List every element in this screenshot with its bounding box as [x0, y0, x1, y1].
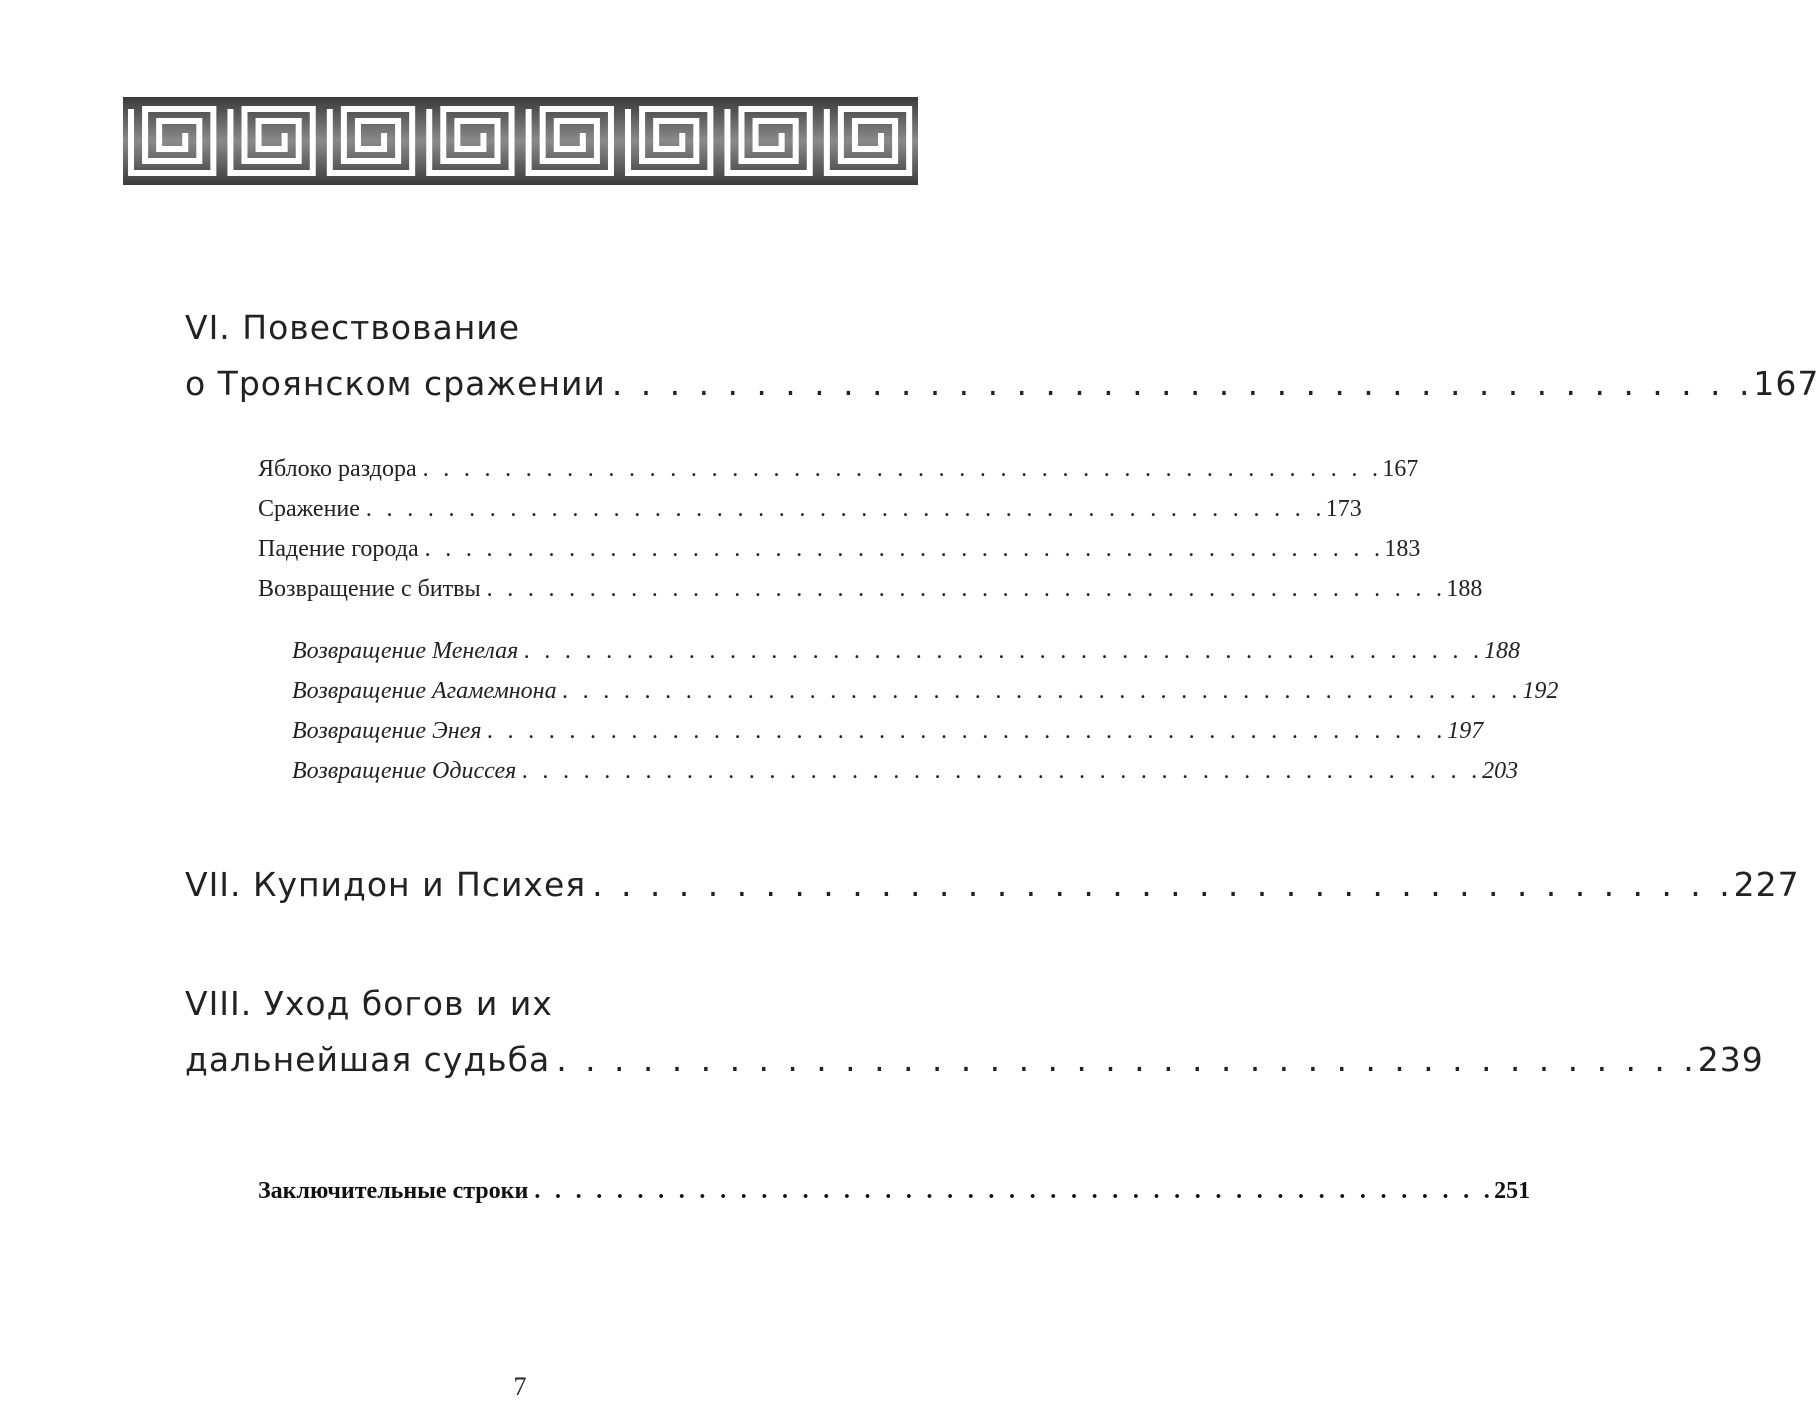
toc-entry-section[interactable] [258, 576, 1483, 603]
leader-dots: . . . . . . . . . . . . . . . . . . . . . . . . . . . . . . . . . . . . . . . . . . . . . . . [562, 678, 1523, 704]
leader-dots: . . . . . . . . . . . . . . . . . . . . . . . . . . . . . . . . . . . . . . . . . . . . . . . [424, 536, 1385, 562]
toc-entry-chapter-8[interactable] [185, 1040, 1764, 1079]
section-page: 183 [1384, 536, 1421, 562]
leader-dots: . . . . . . . . . . . . . . . . . . . . . . . . . . . . . . . . . . . . . . . . . . . . . . . [487, 718, 1448, 744]
toc-entry-chapter-7[interactable] [185, 865, 1800, 904]
chapter-8-page: 239 [1697, 1040, 1764, 1079]
subsection-label: Возвращение Агамемнона [292, 678, 557, 704]
subsection-page: 197 [1447, 718, 1484, 744]
section-label: Падение города [258, 536, 419, 562]
leader-dots: . . . . . . . . . . . . . . . . . . . . . . . . . . . . . . . . . . . . . . . . . . . . . . . [422, 456, 1383, 482]
chapter-7-title: VII. Купидон и Психея [185, 865, 587, 904]
chapter-8-title-line1: VIII. Уход богов и их [185, 984, 553, 1023]
greek-key-border [123, 97, 918, 185]
toc-entry-section[interactable] [258, 496, 1362, 523]
subsection-page: 192 [1522, 678, 1559, 704]
section-label: Возвращение с битвы [258, 576, 481, 602]
section-page: 167 [1382, 456, 1419, 482]
section-page: 188 [1446, 576, 1483, 602]
chapter-6-page: 167 [1753, 364, 1819, 403]
toc-entry-section[interactable] [258, 456, 1419, 483]
leader-dots: . . . . . . . . . . . . . . . . . . . . . . . . . . . . . . . . . . . . . . . . . . . . . . . [522, 758, 1483, 784]
subsection-label: Возвращение Одиссея [292, 758, 517, 784]
closing-label: Заключительные строки [258, 1178, 529, 1204]
leader-dots: . . . . . . . . . . . . . . . . . . . . . . . . . . . . . . . . . . . . . . . . . . . . . . . [534, 1178, 1495, 1204]
subsection-label: Возвращение Энея [292, 718, 482, 744]
toc-entry-subsection[interactable] [292, 678, 1559, 705]
leader-dots: . . . . . . . . . . . . . . . . . . . . . . . . . . . . . . . . . . . . . . . . [556, 1040, 1698, 1079]
toc-entry-subsection[interactable] [292, 758, 1519, 785]
subsection-page: 188 [1484, 638, 1520, 664]
chapter-6-title-line1: VI. Повествование [185, 308, 521, 347]
section-label: Сражение [258, 496, 360, 522]
section-label: Яблоко раздора [258, 456, 417, 482]
leader-dots: . . . . . . . . . . . . . . . . . . . . . . . . . . . . . . . . . . . . . . . . . . . . . . . [524, 638, 1484, 664]
subsection-label: Возвращение Менелая [292, 638, 519, 664]
toc-entry-chapter-6[interactable] [185, 364, 1819, 403]
chapter-8-title-line2: дальнейшая судьба [185, 1040, 551, 1079]
toc-entry-subsection[interactable] [292, 638, 1520, 665]
section-page: 173 [1325, 496, 1362, 522]
toc-entry-closing[interactable] [258, 1178, 1531, 1205]
toc-entry-section[interactable] [258, 536, 1421, 563]
toc-entry-subsection[interactable] [292, 718, 1484, 745]
chapter-6-title-line2: о Троянском сражении [185, 364, 606, 403]
closing-page: 251 [1494, 1178, 1531, 1204]
leader-dots: . . . . . . . . . . . . . . . . . . . . . . . . . . . . . . . . . . . . . . . . . . . . . . . [365, 496, 1326, 522]
leader-dots: . . . . . . . . . . . . . . . . . . . . . . . . . . . . . . . . . . . . . . . . . . . . . . . [486, 576, 1447, 602]
subsection-page: 203 [1482, 758, 1519, 784]
leader-dots: . . . . . . . . . . . . . . . . . . . . . . . . . . . . . . . . . . . . . . . . [611, 364, 1754, 403]
chapter-7-page: 227 [1733, 865, 1800, 904]
page-number: 7 [513, 1372, 527, 1401]
leader-dots: . . . . . . . . . . . . . . . . . . . . . . . . . . . . . . . . . . . . . . . . [592, 865, 1734, 904]
